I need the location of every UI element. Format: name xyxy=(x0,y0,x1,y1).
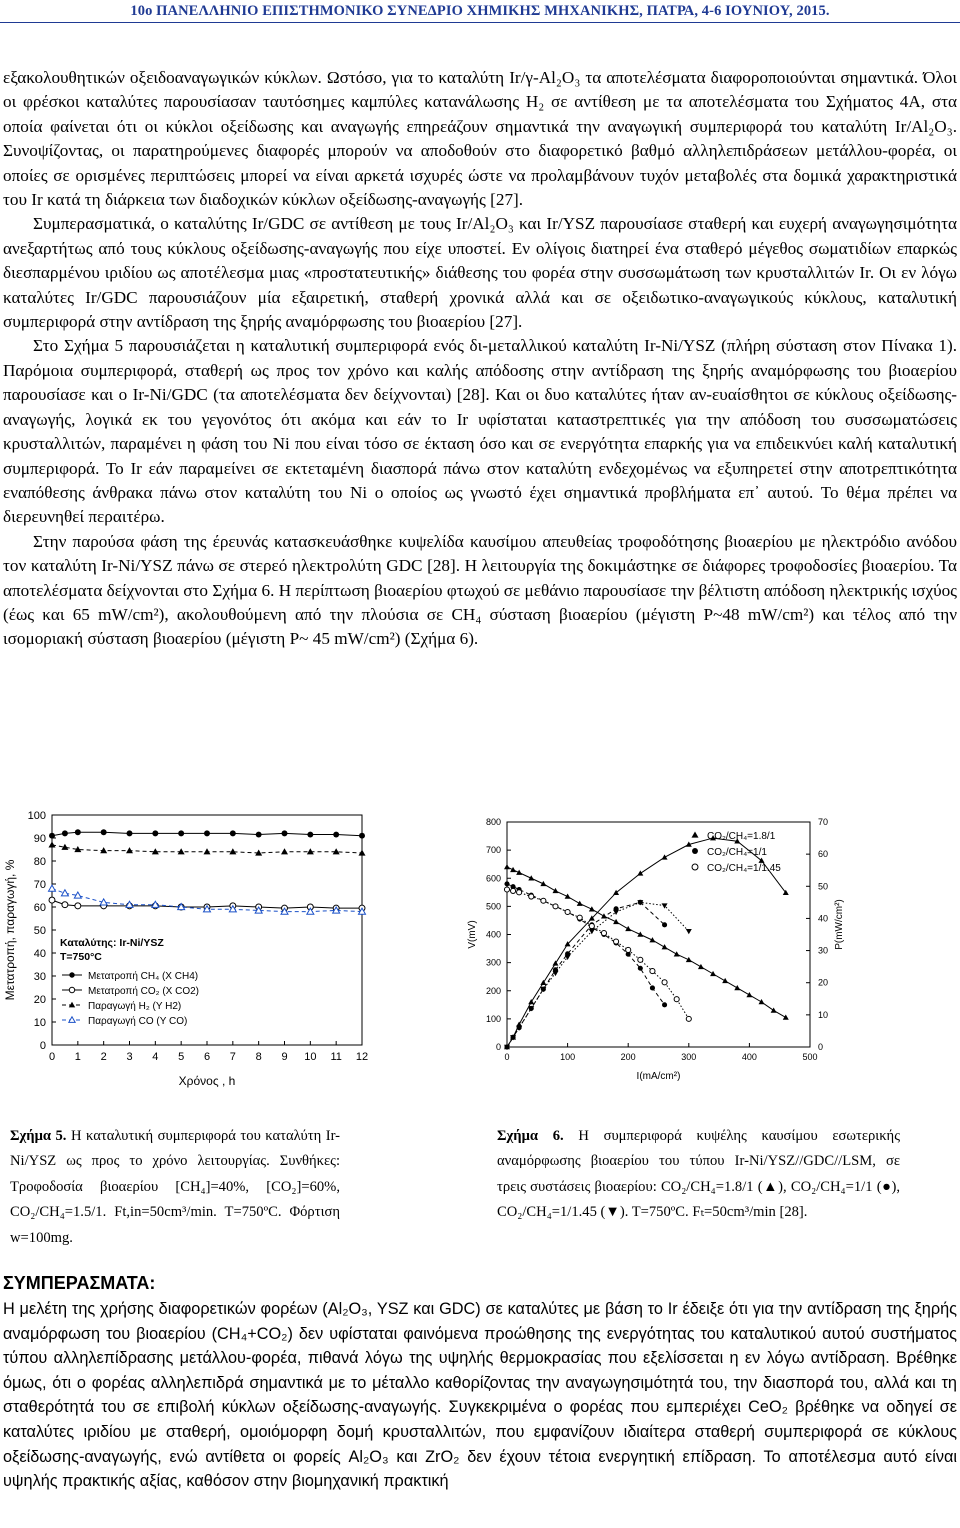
x-tick-label: 7 xyxy=(229,1051,236,1063)
legend xyxy=(60,937,199,1027)
data-point xyxy=(511,888,516,893)
legend-label: CO₂/CH₄=1/1.45 xyxy=(707,863,781,874)
data-point xyxy=(662,980,667,985)
data-point xyxy=(552,960,558,965)
data-point xyxy=(178,830,184,836)
y-tick-label: 80 xyxy=(33,856,46,868)
data-point xyxy=(722,978,728,983)
data-point xyxy=(541,898,546,903)
data-point xyxy=(662,944,668,949)
data-point xyxy=(565,909,570,914)
data-point xyxy=(152,830,158,836)
series-line xyxy=(507,890,689,1019)
legend-marker xyxy=(69,972,74,977)
x-tick-label: 200 xyxy=(620,1052,636,1062)
series-line xyxy=(507,902,689,1047)
data-point xyxy=(529,894,534,899)
data-point xyxy=(528,875,534,880)
data-point xyxy=(710,971,716,976)
y-right-tick-label: 20 xyxy=(818,977,829,988)
data-point xyxy=(662,922,667,927)
data-point xyxy=(516,870,522,875)
x-tick-label: 8 xyxy=(255,1051,262,1063)
y-tick-label: 300 xyxy=(485,957,501,968)
data-point xyxy=(674,997,679,1002)
y-tick-label: 70 xyxy=(33,879,46,891)
legend-label: CO₂/CH₄=1/1 xyxy=(707,847,767,858)
x-tick-label: 100 xyxy=(560,1052,576,1062)
series-line xyxy=(507,902,665,1047)
data-point xyxy=(686,929,692,934)
figure6-caption xyxy=(497,1124,900,1226)
paragraph-1: εξακολουθητικών οξειδοαναγωγικών κύκλων. Ωστόσο, για το καταλύτη Ir/γ-Al₂O₃ τα αποτελέσματα διαφοροποιούνται σημαντικά. Όλοι οι φρέσκοι καταλύτες παρουσίασαν ταυτόσημες καμπύλες κατανάλωσης H₂ σε αντίθεση με τα αποτελέσματα του Σχήματος 4Α, στα οποία φαίνεται ότι οι κύκλοι οξείδωσης και αναγωγής επηρεάζουν σημαντικά την αναγωγική συμπεριφορά του καταλύτη Ir/Al₂O₃. Συνοψίζοντας, οι παρατηρούμενες διαφορές μπορούν να αποδοθούν στο διαφορετικό βαθμό αλληλεπιδράσεων μετάλλου-φορέα, οι οποίες σε ορισμένες περιπτώσεις μπορεί να είναι αρκετά ισχυρές ώστε να προλαμβάνουν τυχόν μεταβολές στα δομικά χαρακτηριστικά του Ir κατά τη διάρκεια των διαδοχικών κύκλων οξείδωσης-αναγωγής [27]. xyxy=(3,68,957,210)
data-point xyxy=(746,992,752,997)
y-tick-label: 40 xyxy=(33,948,46,960)
legend-marker xyxy=(69,987,74,992)
data-point xyxy=(49,833,55,839)
data-point xyxy=(577,901,583,906)
data-point xyxy=(626,947,631,952)
series-2 xyxy=(49,841,366,855)
y-tick-label: 20 xyxy=(33,994,46,1006)
header-rule xyxy=(0,22,960,23)
data-point xyxy=(281,848,288,854)
y-tick-label: 0 xyxy=(495,1042,501,1052)
data-point xyxy=(333,832,339,838)
data-point xyxy=(504,881,509,886)
data-point xyxy=(540,980,546,985)
data-point xyxy=(613,919,619,924)
legend-subtitle: T=750°C xyxy=(60,951,102,963)
figure6-chart xyxy=(455,805,860,1090)
data-point xyxy=(698,964,704,969)
legend-label: Μετατροπή CH₄ (X CH4) xyxy=(88,971,199,982)
data-point xyxy=(307,832,313,838)
y-right-tick-label: 30 xyxy=(818,945,829,956)
y-tick-label: 100 xyxy=(27,810,46,822)
data-point xyxy=(553,904,558,909)
series-3 xyxy=(49,885,366,914)
y-tick-label: 10 xyxy=(33,1017,46,1029)
data-point xyxy=(504,864,510,869)
legend-marker xyxy=(692,832,699,838)
figure5-caption-text: Η καταλυτική συμπεριφορά του καταλύτη Ir-Ni/YSZ ως προς το χρόνο λειτουργίας. Συνθήκες: Τροφοδοσία βιοαερίου [CH₄]=40%, [CO₂]=60%, CO₂/CH₄=1.5/1. Ft,in=50cm³/min. T=750ºC. Φόρτιση w=100mg. xyxy=(10,1128,340,1246)
figure5-caption xyxy=(10,1124,340,1251)
conclusions-title: ΣΥΜΠΕΡΑΣΜΑΤΑ: xyxy=(3,1273,156,1293)
figure6-caption-text: Η συμπεριφορά κυψέλης καυσίμου εσωτερικής αναμόρφωσης βιοαερίου του τύπου Ir-Ni/YSZ//GDC//LSM, σε τρεις συστάσεις βιοαερίου: CO₂/CH₄=1.8/1 (▲), CO₂/CH₄=1/1 (●), CO₂/CH₄=1/1.45 (▼). T=750ºC. Fₜ=50cm³/min [28]. xyxy=(497,1128,900,1221)
data-point xyxy=(650,985,655,990)
legend-title: Καταλύτης: Ir-Ni/YSZ xyxy=(60,937,164,949)
data-point xyxy=(75,829,81,835)
y-tick-label: 700 xyxy=(485,845,501,856)
x-tick-label: 500 xyxy=(802,1052,818,1062)
x-tick-label: 400 xyxy=(741,1052,757,1062)
y-tick-label: 600 xyxy=(485,873,501,884)
data-point xyxy=(662,854,668,859)
data-point xyxy=(614,939,619,944)
data-point xyxy=(783,1014,789,1019)
data-point xyxy=(589,906,595,911)
y-axis-label: Μετατροπή, παραγωγή, % xyxy=(3,859,17,1001)
data-point xyxy=(686,957,692,962)
x-tick-label: 0 xyxy=(504,1052,510,1062)
x-tick-label: 10 xyxy=(304,1051,317,1063)
y-tick-label: 500 xyxy=(485,901,501,912)
legend-marker xyxy=(692,848,698,854)
data-point xyxy=(650,969,655,974)
data-point xyxy=(256,832,262,838)
paragraph-3: Στο Σχήμα 5 παρουσιάζεται η καταλυτική συμπεριφορά ενός δι-μεταλλικού καταλύτη Ir-Ni/YSZ (πλήρη σύσταση στον Πίνακα 1). Παρόμοια συμπεριφορά, σταθερή ως προς τον χρόνο και καλής απόδοσης στην αντίδραση της ξηρής αναμόρφωσης του βιοαερίου παρουσίασε και ο Ir-Ni/GDC (τα αποτελέσματα δεν δείχνονται) [28]. Και οι δυο καταλύτες ήταν αν-ευαίσθητοι σε κύκλους οξείδωσης-αναγωγής, λογικά εκ του γεγονότος ότι ακόμα και εάν το Ir υφίσταται καταστρεπτικές για την απόδοση του συσσωματώσεις κρυσταλλιτών, παραμένει η φάση του Ni που είναι τόσο σε έκταση όσο και σε ενεργότητα επαρκής για να επιδεικνύει καλή καταλυτική συμπεριφορά. Το Ir εάν παραμείνει σε εκτεταμένη διασπορά πάνω στον καταλύτη ενδεχομένως να εξυπηρετεί στην αποτρεπτικότητα εναπόθεσης άνθρακα πάνω στον καταλύτη του Ni ο οποίος ως γνωστό έχει σημαντικά προβλήματα επ᾽ αυτού. Το θέμα πρέπει να διερευνηθεί περαιτέρω. xyxy=(3,336,957,527)
y-axis-label: V(mV) xyxy=(467,920,478,949)
y-tick-label: 400 xyxy=(485,929,501,940)
y-tick-label: 0 xyxy=(39,1040,46,1052)
series-0 xyxy=(49,829,365,838)
data-point xyxy=(504,887,509,892)
data-point xyxy=(61,890,68,896)
series-0 xyxy=(504,864,789,1020)
y-tick-label: 60 xyxy=(33,902,46,914)
x-tick-label: 1 xyxy=(74,1051,81,1063)
data-point xyxy=(638,966,643,971)
data-point xyxy=(601,931,606,936)
legend-label: Μετατροπή CO₂ (X CO2) xyxy=(88,986,200,997)
data-point xyxy=(230,830,236,836)
y-right-tick-label: 70 xyxy=(818,817,829,827)
data-point xyxy=(204,830,210,836)
x-tick-label: 0 xyxy=(48,1051,56,1063)
data-point xyxy=(540,881,546,886)
x-tick-label: 2 xyxy=(100,1051,107,1063)
data-point xyxy=(101,829,107,835)
figure5-caption-label: Σχήμα 5. xyxy=(10,1128,67,1144)
data-point xyxy=(637,870,643,875)
y-tick-label: 90 xyxy=(33,833,46,845)
data-point xyxy=(49,885,56,891)
body-text xyxy=(3,66,957,652)
data-point xyxy=(662,1002,667,1007)
data-point xyxy=(127,830,133,836)
y-tick-label: 100 xyxy=(485,1013,501,1024)
legend-label: CO₂/CH₄=1.8/1 xyxy=(707,831,776,842)
data-point xyxy=(49,841,56,847)
data-point xyxy=(759,999,765,1004)
x-tick-label: 4 xyxy=(152,1051,159,1063)
data-point xyxy=(528,999,534,1004)
data-point xyxy=(674,951,680,956)
x-axis-label: I(mA/cm²) xyxy=(636,1071,681,1082)
data-point xyxy=(62,902,68,908)
data-point xyxy=(771,1007,777,1012)
figure5-chart xyxy=(0,800,380,1095)
series-3 xyxy=(504,900,667,1050)
data-point xyxy=(126,847,133,853)
paragraph-4: Στην παρούσα φάση της έρευνάς κατασκευάσθηκε κυψελίδα καυσίμου απευθείας τροφοδότησης βιοαερίου με ηλεκτρόδιο ανόδου τον καταλύτη Ir-Ni/YSZ πάνω σε στερεό ηλεκτρολύτη GDC [28]. Η λειτουργία της δοκιμάστηκε σε διάφορες τροφοδοσίες βιοαερίου. Τα αποτελέσματα δείχνονται στο Σχήμα 6. Η περίπτωση βιοαερίου φτωχού σε μεθάνιο παρουσίασε την βέλτιστη απόδοση ηλεκτρικής ισχύος (έως και 65 mW/cm²), ακολουθούμενη από την πλούσια σε CH₄ σύσταση βιοαερίου (μέγιστη P~48 mW/cm²) και τέλος από την ισομοριακή σύσταση βιοαερίου (μέγιστη P~ 45 mW/cm²) (Σχήμα 6). xyxy=(3,531,957,649)
data-point xyxy=(552,888,558,893)
x-tick-label: 3 xyxy=(126,1051,133,1063)
data-point xyxy=(282,830,288,836)
legend-label: Παραγωγή H₂ (Y H2) xyxy=(88,1001,182,1012)
y-right-tick-label: 40 xyxy=(818,913,829,924)
y-right-tick-label: 0 xyxy=(818,1042,824,1052)
data-point xyxy=(734,985,740,990)
y-right-tick-label: 50 xyxy=(818,881,829,892)
x-tick-label: 9 xyxy=(281,1051,288,1063)
x-tick-label: 5 xyxy=(178,1051,185,1063)
x-axis-label: Χρόνος , h xyxy=(178,1074,236,1088)
y-tick-label: 50 xyxy=(33,925,46,937)
data-point xyxy=(510,867,516,872)
data-point xyxy=(577,915,582,920)
data-point xyxy=(359,833,365,839)
conclusions-text: Η μελέτη της χρήσης διαφορετικών φορέων (Al₂O₃, YSZ και GDC) σε καταλύτες με βάση το Ir έδειξε ότι για την αντίδραση της ξηρής αναμόρφωση του βιοαερίου (CH₄+CO₂) δεν υφίσταται φαινόμενα προώθησης της ενεργότητας του καταλυτικού αυτού συστήματος τύπου αλληλεπίδρασης μετάλλου-φορέα, πιθανά λόγω της υψηλής θερμοκρασίας που εξελίσσεται η εν λόγω αντίδραση. Βρέθηκε όμως, ότι ο φορέας αλληλεπιδρά σημαντικά με το μέταλλο καθορίζοντας την αναγωγησιμότητά του, την διασπορά του, αλλά και τη σταθερότητά του σε επιβολή κύκλων οξείδωσης-αναγωγής. Συγκεκριμένα ο φορέας που εμπεριέχει CeO₂ βρέθηκε να οδηγεί σε καταλύτες ιριδίου με σταθερή, ομοιόμορφη δομή κρυσταλλιτών, που εμφανίζουν ιδιαίτερα σταθερή συμπεριφορά σε κύκλους οξείδωσης-αναγωγής, ενώ αντίθετα οι φορείς Al₂O₃ και ZrO₂ δεν έχουν τέτοια ενεργητική επίδραση. Το αποτέλεσμα αυτό είναι υψηλής πρακτικής αξίας, καθόσον στην βιομηχανική πρακτική xyxy=(3,1300,957,1491)
paragraph-2: Συμπερασματικά, ο καταλύτης Ir/GDC σε αντίθεση με τους Ir/Al₂O₃ και Ir/YSZ παρουσίασε σταθερή και ευχερή αναγωγησιμότητα ανεξαρτήτως από τους κύκλους οξείδωσης-αναγωγής που είχε υποστεί. Εν ολίγοις διατηρεί ένα σταθερό μέγεθος σωματιδίων επαρκώς διεσπαρμένου ιριδίου ως αποτέλεσμα μιας «προστατευτικής» διάθεσης του φορέα στην συσσωμάτωση των κρυσταλλιτών Ir. Οι εν λόγω καταλύτες Ir/GDC παρουσιάζουν μία εξαιρετική, σταθερή χρονικά αλλά και σε οξειδωτικο-αναγωγικούς κύκλους, καταλυτική συμπεριφορά στην αντίδραση της ξηρής αναμόρφωσης του βιοαερίου [27]. xyxy=(3,214,957,332)
x-tick-label: 12 xyxy=(355,1051,369,1063)
data-point xyxy=(565,894,571,899)
y-tick-label: 200 xyxy=(485,985,501,996)
legend-marker xyxy=(692,864,698,870)
figure6-caption-label: Σχήμα 6. xyxy=(497,1128,564,1144)
data-point xyxy=(49,897,55,903)
series-line xyxy=(507,867,786,1017)
legend xyxy=(692,831,782,874)
x-tick-label: 300 xyxy=(681,1052,697,1062)
y-tick-label: 800 xyxy=(485,817,501,827)
y-right-tick-label: 60 xyxy=(818,849,829,860)
y-tick-label: 30 xyxy=(33,971,46,983)
data-point xyxy=(686,1016,691,1021)
data-point xyxy=(638,957,643,962)
data-point xyxy=(589,924,594,929)
data-point xyxy=(637,932,643,937)
x-tick-label: 11 xyxy=(330,1051,342,1063)
x-tick-label: 6 xyxy=(203,1051,211,1063)
data-point xyxy=(649,937,655,942)
data-point xyxy=(517,890,522,895)
conference-header: 10ο ΠΑΝΕΛΛΗΝΙΟ ΕΠΙΣΤΗΜΟΝΙΚΟ ΣΥΝΕΔΡΙΟ ΧΗΜΙΚΗΣ ΜΗΧΑΝΙΚΗΣ, ΠΑΤΡΑ, 4-6 ΙΟΥΝΙΟΥ, 2015. xyxy=(130,3,830,19)
data-point xyxy=(75,903,81,909)
data-point xyxy=(62,830,68,836)
y-right-tick-label: 10 xyxy=(818,1009,829,1020)
y-right-axis-label: P(mW/cm²) xyxy=(834,899,845,950)
legend-label: Παραγωγή CO (Y CO) xyxy=(88,1016,188,1027)
data-point xyxy=(625,926,631,931)
